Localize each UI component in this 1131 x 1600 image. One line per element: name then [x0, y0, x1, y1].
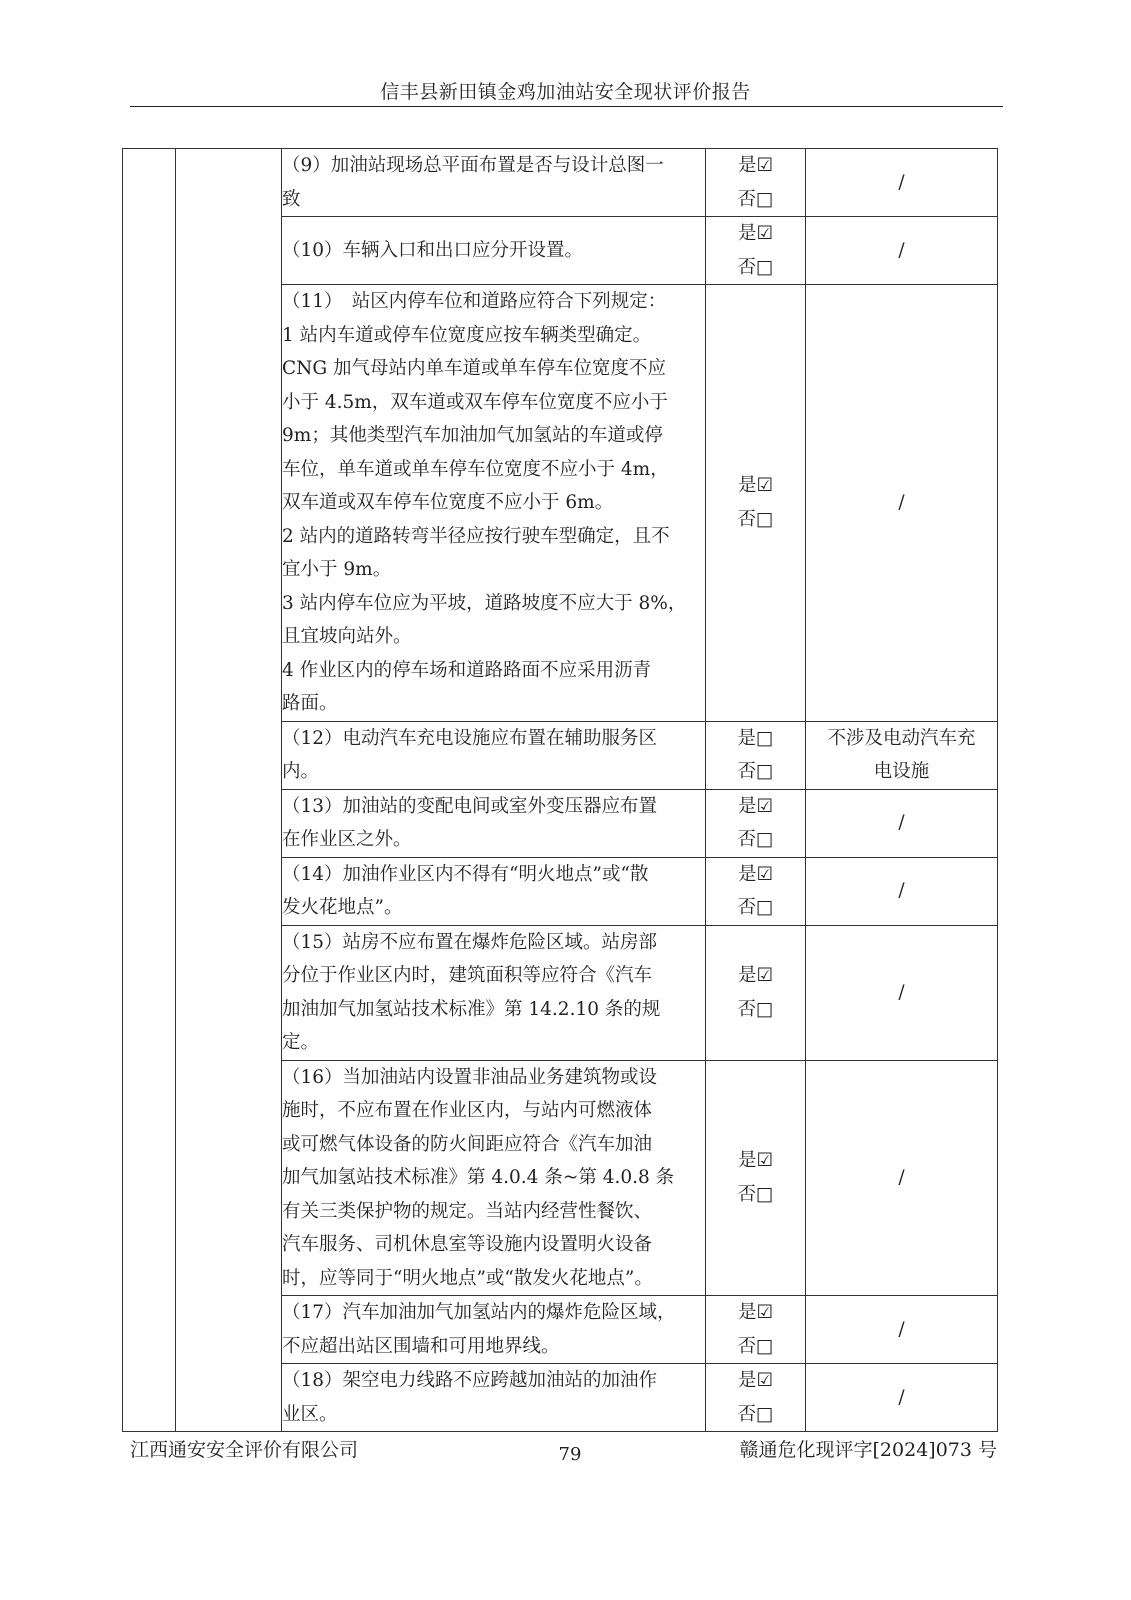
table-row	[123, 149, 998, 217]
item-text-line: CNG 加气母站内单车道或单车停车位宽度不应	[282, 358, 667, 379]
remark-cell	[806, 857, 998, 925]
remark-text: /	[898, 1318, 905, 1340]
remark-cell	[806, 1060, 998, 1296]
result-cell	[706, 285, 806, 722]
item-cell	[282, 1364, 706, 1432]
remark-cell	[806, 925, 998, 1060]
item-text-line: 汽车服务、司机休息室等设施内设置明火设备	[282, 1234, 653, 1255]
remark-cell	[806, 149, 998, 217]
blank-category-cell	[176, 149, 282, 1432]
item-text-line: 时，应等同于“明火地点”或“散发火花地点”。	[282, 1267, 653, 1289]
remark-text: /	[898, 981, 905, 1003]
no-checkbox-label: 否□	[737, 897, 774, 918]
item-text-line: （18）架空电力线路不应跨越加油站的加油作	[282, 1370, 658, 1391]
header-divider	[130, 106, 1003, 107]
result-cell	[706, 1060, 806, 1296]
footer-document-number: 赣通危化现评字[2024]073 号	[739, 1439, 997, 1461]
result-cell	[706, 217, 806, 285]
item-text-line: 3 站内停车位应为平坡，道路坡度不应大于 8%，	[282, 592, 687, 614]
result-cell	[706, 857, 806, 925]
item-cell	[282, 285, 706, 722]
remark-text: 不涉及电动汽车充	[827, 727, 976, 749]
remark-text: /	[898, 1386, 905, 1408]
item-text-line: 4 作业区内的停车场和道路路面不应采用沥青	[282, 659, 652, 681]
yes-checkbox-label: 是☑	[737, 1302, 774, 1323]
item-cell	[282, 1060, 706, 1296]
item-text-line: 加气加氢站技术标准》第 4.0.4 条~第 4.0.8 条	[282, 1167, 675, 1188]
no-checkbox-label: 否□	[737, 998, 774, 1020]
no-checkbox-label: 否□	[737, 508, 774, 530]
yes-checkbox-label: 是☑	[737, 863, 774, 885]
result-cell	[706, 925, 806, 1060]
remark-cell	[806, 789, 998, 857]
yes-checkbox-label: 是☑	[737, 223, 774, 244]
item-text-line: （14）加油作业区内不得有“明火地点”或“散	[282, 863, 649, 885]
result-cell	[706, 789, 806, 857]
item-text-line: 定。	[282, 1032, 320, 1053]
remark-text: /	[898, 1167, 905, 1188]
remark-text: /	[898, 171, 905, 193]
page-header-title: 信丰县新田镇金鸡加油站安全现状评价报告	[380, 81, 751, 103]
no-checkbox-label: 否□	[737, 256, 774, 278]
remark-cell	[806, 1296, 998, 1364]
item-text-line: （17）汽车加油加气加氢站内的爆炸危险区域，	[282, 1302, 676, 1323]
remark-text: 电设施	[873, 761, 930, 782]
item-text-line: （12）电动汽车充电设施应布置在辅助服务区	[282, 727, 658, 749]
remark-cell	[806, 721, 998, 789]
no-checkbox-label: 否□	[737, 188, 774, 210]
item-text-line: 内。	[282, 761, 320, 782]
item-cell	[282, 925, 706, 1060]
item-text-line: 小于 4.5m，双车道或双车停车位宽度不应小于	[282, 391, 668, 413]
item-cell	[282, 789, 706, 857]
remark-text: /	[898, 492, 905, 513]
item-text-line: 业区。	[282, 1403, 338, 1425]
yes-checkbox-label: 是☑	[737, 795, 774, 817]
item-text-line: 且宜坡向站外。	[282, 626, 412, 647]
item-text-line: 在作业区之外。	[282, 829, 412, 850]
item-cell	[282, 721, 706, 789]
item-cell	[282, 857, 706, 925]
item-text-line: 2 站内的道路转弯半径应按行驶车型确定，且不	[282, 525, 670, 547]
item-text-line: 9m；其他类型汽车加油加气加氢站的车道或停	[282, 425, 663, 446]
item-text-line: 发火花地点”。	[282, 897, 403, 918]
item-text-line: （15）站房不应布置在爆炸危险区域。站房部	[282, 931, 658, 953]
item-text-line: （16）当加油站内设置非油品业务建筑物或设	[282, 1066, 658, 1088]
yes-checkbox-label: 是☑	[737, 475, 774, 497]
footer-page-number: 79	[558, 1444, 582, 1465]
item-text-line: （13）加油站的变配电间或室外变压器应布置	[282, 795, 658, 817]
remark-cell	[806, 285, 998, 722]
item-text-line: （11） 站区内停车位和道路应符合下列规定：	[282, 291, 667, 312]
no-checkbox-label: 否□	[737, 1403, 774, 1425]
remark-text: /	[898, 880, 905, 902]
remark-text: /	[898, 239, 905, 261]
item-text-line: 施时，不应布置在作业区内，与站内可燃液体	[282, 1100, 653, 1121]
footer-company-name: 江西通安安全评价有限公司	[130, 1439, 359, 1461]
yes-checkbox-label: 是☑	[737, 155, 774, 176]
yes-checkbox-label: 是☑	[737, 1370, 774, 1391]
item-cell	[282, 217, 706, 285]
no-checkbox-label: 否□	[737, 829, 774, 850]
no-checkbox-label: 否□	[737, 1183, 774, 1205]
no-checkbox-label: 否□	[737, 761, 774, 782]
yes-checkbox-label: 是☑	[737, 1150, 774, 1172]
item-text-line: 双车道或双车停车位宽度不应小于 6m。	[282, 492, 614, 513]
item-text-line: （10）车辆入口和出口应分开设置。	[282, 239, 584, 261]
item-text-line: 车位，单车道或单车停车位宽度不应小于 4m，	[282, 458, 669, 480]
no-checkbox-label: 否□	[737, 1335, 774, 1357]
item-cell	[282, 149, 706, 217]
remark-cell	[806, 217, 998, 285]
result-cell	[706, 721, 806, 789]
checklist-table	[122, 148, 998, 1432]
yes-checkbox-label: 是☑	[737, 965, 774, 986]
item-cell	[282, 1296, 706, 1364]
blank-index-cell	[123, 149, 176, 1432]
item-text-line: 不应超出站区围墙和可用地界线。	[282, 1335, 560, 1357]
item-text-line: 加油加气加氢站技术标准》第 14.2.10 条的规	[282, 998, 661, 1020]
remark-text: /	[898, 812, 905, 834]
item-text-line: 有关三类保护物的规定。当站内经营性餐饮、	[282, 1200, 653, 1222]
item-text-line: 致	[282, 188, 301, 210]
item-text-line: 路面。	[282, 693, 338, 714]
result-cell	[706, 149, 806, 217]
item-text-line: 或可燃气体设备的防火间距应符合《汽车加油	[282, 1133, 653, 1155]
yes-checkbox-label: 是□	[737, 727, 774, 749]
item-text-line: （9）加油站现场总平面布置是否与设计总图一	[282, 155, 664, 176]
result-cell	[706, 1296, 806, 1364]
result-cell	[706, 1364, 806, 1432]
item-text-line: 1 站内车道或停车位宽度应按车辆类型确定。	[282, 324, 652, 346]
item-text-line: 分位于作业区内时，建筑面积等应符合《汽车	[282, 965, 653, 986]
remark-cell	[806, 1364, 998, 1432]
item-text-line: 宜小于 9m。	[282, 559, 392, 580]
